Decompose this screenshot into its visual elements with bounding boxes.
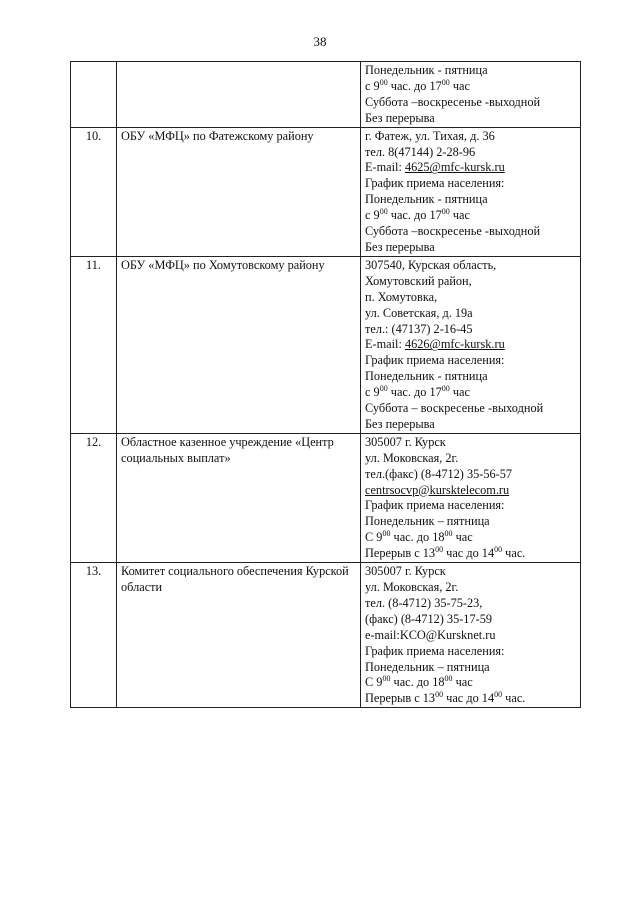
contact-line <box>365 612 576 628</box>
organization-cell <box>117 256 361 433</box>
contact-line <box>365 675 576 691</box>
row-number: 11. <box>71 256 117 433</box>
contact-line <box>365 240 576 256</box>
time-superscript: 00 <box>435 545 444 555</box>
table-row <box>71 433 581 562</box>
time-superscript: 00 <box>444 674 453 684</box>
contact-line <box>365 451 576 467</box>
line-text: С 9 <box>365 675 383 690</box>
line-text: г. Фатеж, ул. Тихая, д. 36 <box>365 128 495 143</box>
row-number: 12. <box>71 433 117 562</box>
line-text: ул. Советская, д. 19а <box>365 305 473 320</box>
time-superscript: 00 <box>444 529 453 539</box>
contact-line <box>365 95 576 111</box>
line-text: час <box>449 208 470 223</box>
organization-name: ОБУ «МФЦ» по Хомутовскому району <box>121 257 325 272</box>
organization-cell <box>117 563 361 708</box>
line-text: тел. (8-4712) 35-75-23, <box>365 595 483 610</box>
line-text: час. до 17 <box>387 208 442 223</box>
contact-line <box>365 111 576 127</box>
line-text: Без перерыва <box>365 110 435 125</box>
contact-info-cell <box>361 127 581 256</box>
time-superscript: 00 <box>379 384 388 394</box>
contact-line <box>365 258 576 274</box>
contact-line <box>365 628 576 644</box>
email-link[interactable]: 4625@mfc-kursk.ru <box>404 160 505 175</box>
contact-line <box>365 483 576 499</box>
organization-name: Комитет социального обеспечения Курской области <box>121 564 349 594</box>
contact-line <box>365 192 576 208</box>
line-text: тел.(факс) (8-4712) 35-56-57 <box>365 466 513 481</box>
contact-line <box>365 580 576 596</box>
line-text: (факс) (8-4712) 35-17-59 <box>365 611 492 626</box>
line-text: час. <box>502 546 526 561</box>
line-text: час. до 18 <box>390 675 445 690</box>
contact-line <box>365 498 576 514</box>
contact-line <box>365 306 576 322</box>
contact-info-cell <box>361 563 581 708</box>
line-text: График приема населения: <box>365 643 505 658</box>
line-text: тел. 8(47144) 2-28-96 <box>365 144 476 159</box>
line-text: График приема населения: <box>365 353 505 368</box>
contact-line <box>365 401 576 417</box>
line-text: час до 14 <box>443 691 495 706</box>
contact-line <box>365 322 576 338</box>
contact-line <box>365 546 576 562</box>
line-text: час <box>449 385 470 400</box>
line-text: С 9 <box>365 530 383 545</box>
line-text: Без перерыва <box>365 416 435 431</box>
contact-line <box>365 564 576 580</box>
line-text: Перерыв с 13 <box>365 546 436 561</box>
time-superscript: 00 <box>382 529 391 539</box>
line-text: Понедельник – пятница <box>365 514 490 529</box>
contact-line <box>365 596 576 612</box>
contact-line <box>365 79 576 95</box>
contact-line <box>365 385 576 401</box>
time-superscript: 00 <box>494 690 503 700</box>
line-text: Понедельник - пятница <box>365 369 488 384</box>
table-row <box>71 127 581 256</box>
line-text: час <box>452 675 473 690</box>
email-link[interactable]: centrsocvp@kursktelecom.ru <box>365 482 510 497</box>
organization-cell <box>117 127 361 256</box>
line-text: час <box>449 78 470 93</box>
row-number: 13. <box>71 563 117 708</box>
line-text: График приема населения: <box>365 498 505 513</box>
row-number: 10. <box>71 127 117 256</box>
contact-line <box>365 660 576 676</box>
line-text: Без перерыва <box>365 239 435 254</box>
contact-line <box>365 129 576 145</box>
contact-line <box>365 369 576 385</box>
organization-name: ОБУ «МФЦ» по Фатежскому району <box>121 128 314 143</box>
line-text: Перерыв с 13 <box>365 691 436 706</box>
line-text: Суббота –воскресенье -выходной <box>365 94 541 109</box>
line-text: 305007 г. Курск <box>365 434 446 449</box>
contact-info-cell <box>361 256 581 433</box>
organization-name: Областное казенное учреждение «Центр социальных выплат» <box>121 434 334 465</box>
line-text: час. <box>502 691 526 706</box>
line-text: ул. Моковская, 2г. <box>365 450 459 465</box>
table-row <box>71 62 581 128</box>
line-text: п. Хомутовка, <box>365 289 438 304</box>
line-text: ул. Моковская, 2г. <box>365 580 459 594</box>
contact-line <box>365 176 576 192</box>
time-superscript: 00 <box>441 207 450 217</box>
line-text: час. до 17 <box>387 78 442 93</box>
line-text: e-mail:KCO@Kursknet.ru <box>365 627 496 642</box>
contact-line <box>365 208 576 224</box>
line-text: Понедельник - пятница <box>365 63 488 77</box>
contact-line <box>365 63 576 79</box>
line-text: E-mail: <box>365 160 405 175</box>
contact-line <box>365 337 576 353</box>
contact-line <box>365 467 576 483</box>
line-text: тел.: (47137) 2-16-45 <box>365 321 473 336</box>
line-text: Суббота –воскресенье -выходной <box>365 224 541 239</box>
organization-cell <box>117 433 361 562</box>
contact-line <box>365 530 576 546</box>
contact-line <box>365 160 576 176</box>
contact-line <box>365 417 576 433</box>
time-superscript: 00 <box>379 77 388 87</box>
contact-line <box>365 290 576 306</box>
contact-line <box>365 514 576 530</box>
line-text: с 9 <box>365 385 380 400</box>
contact-line <box>365 224 576 240</box>
contact-info-cell <box>361 62 581 128</box>
contact-info-cell <box>361 433 581 562</box>
contact-line <box>365 644 576 660</box>
page-number: 38 <box>313 34 327 49</box>
contacts-table <box>70 61 581 708</box>
contact-line <box>365 274 576 290</box>
line-text: час <box>452 530 473 545</box>
line-text: Понедельник – пятница <box>365 659 490 674</box>
row-number <box>71 62 117 128</box>
line-text: 307540, Курская область, <box>365 257 497 272</box>
contact-line <box>365 691 576 707</box>
organization-cell <box>117 62 361 128</box>
line-text: 305007 г. Курск <box>365 564 446 579</box>
table-row <box>71 563 581 708</box>
contact-line <box>365 353 576 369</box>
line-text: с 9 <box>365 78 380 93</box>
line-text: час. до 17 <box>387 385 442 400</box>
line-text: Суббота – воскресенье -выходной <box>365 401 544 416</box>
time-superscript: 00 <box>435 690 444 700</box>
time-superscript: 00 <box>382 674 391 684</box>
line-text: Хомутовский район, <box>365 273 472 288</box>
line-text: Понедельник - пятница <box>365 192 488 207</box>
contact-line <box>365 145 576 161</box>
line-text: с 9 <box>365 208 380 223</box>
line-text: График приема населения: <box>365 176 505 191</box>
contact-line <box>365 435 576 451</box>
line-text: час до 14 <box>443 546 495 561</box>
email-link[interactable]: 4626@mfc-kursk.ru <box>404 337 505 352</box>
time-superscript: 00 <box>441 384 450 394</box>
line-text: E-mail: <box>365 337 405 352</box>
table-row <box>71 256 581 433</box>
time-superscript: 00 <box>379 207 388 217</box>
time-superscript: 00 <box>494 545 503 555</box>
time-superscript: 00 <box>441 77 450 87</box>
line-text: час. до 18 <box>390 530 445 545</box>
